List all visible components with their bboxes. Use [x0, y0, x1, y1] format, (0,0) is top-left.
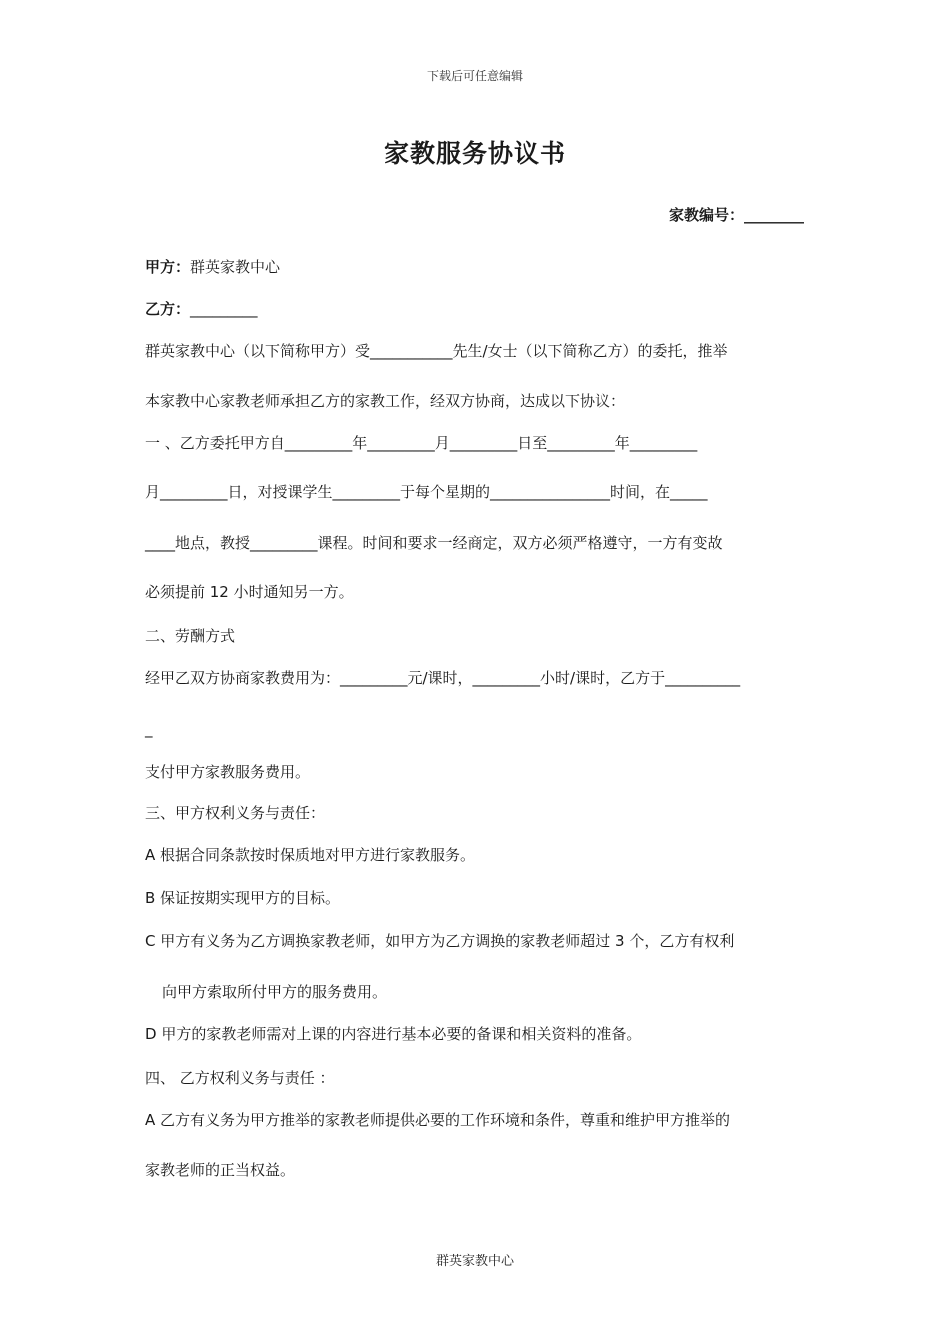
paragraph-line: 支付甲方家教服务费用。 — [145, 763, 311, 781]
paragraph-line: 必须提前 12 小时通知另一方。 — [145, 583, 354, 601]
page-header-note: 下载后可任意编辑 — [426, 69, 523, 83]
paragraph-line: 经甲乙双方协商家教费用为：_________元/课时，_________小时/课时，乙方于__________ — [145, 669, 741, 687]
party-a-value: 群英家教中心 — [190, 258, 281, 276]
paragraph-line: ____地点，教授_________课程。时间和要求一经商定，双方必须严格遵守，一方有变故 — [145, 534, 723, 552]
tutor-code: 家教编号：________ — [668, 206, 804, 224]
paragraph-line: _ — [145, 720, 153, 738]
paragraph-line: 月_________日，对授课学生_________于每个星期的________________时间，在_____ — [145, 483, 708, 501]
section-heading: 四、 乙方权利义务与责任 ： — [145, 1069, 335, 1087]
party-b-value: _________ — [190, 300, 258, 318]
clause-line: 家教老师的正当权益。 — [145, 1161, 296, 1179]
paragraph-line: 一 、乙方委托甲方自_________年_________月_________日至_________年_________ — [145, 434, 698, 452]
clause-line: D 甲方的家教老师需对上课的内容进行基本必要的备课和相关资料的准备。 — [145, 1025, 642, 1043]
page-footer: 群英家教中心 — [435, 1254, 514, 1269]
clause-line: A 根据合同条款按时保质地对甲方进行家教服务。 — [145, 846, 476, 864]
clause-line: B 保证按期实现甲方的目标。 — [145, 889, 341, 907]
document-title: 家教服务协议书 — [383, 139, 566, 168]
paragraph-line: 本家教中心家教老师承担乙方的家教工作，经双方协商，达成以下协议： — [145, 392, 626, 410]
clause-line: C 甲方有义务为乙方调换家教老师，如甲方为乙方调换的家教老师超过 3 个，乙方有权利 — [145, 932, 735, 950]
party-a — [145, 257, 280, 277]
section-heading: 三、甲方权利义务与责任： — [145, 804, 326, 822]
clause-line: A 乙方有义务为甲方推举的家教老师提供必要的工作环境和条件，尊重和维护甲方推举的 — [145, 1111, 731, 1129]
party-b-label: 乙方： — [145, 300, 191, 318]
clause-line: 向甲方索取所付甲方的服务费用。 — [162, 983, 388, 1001]
party-a-label: 甲方： — [145, 258, 191, 276]
paragraph-line: 群英家教中心（以下简称甲方）受___________先生/女士（以下简称乙方）的委托，推举 — [145, 342, 728, 360]
section-heading: 二、劳酬方式 — [145, 627, 236, 645]
party-b — [145, 299, 258, 319]
